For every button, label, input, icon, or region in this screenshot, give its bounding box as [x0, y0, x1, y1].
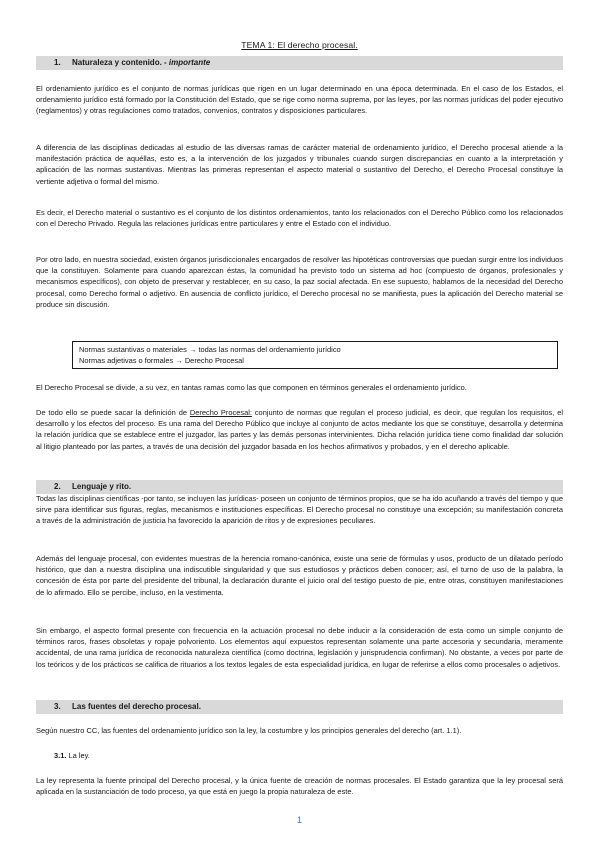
paragraph: El ordenamiento jurídico es el conjunto de normas jurídicas que rigen en un lugar determinado en una época determinada. En el caso de los Estados, el ordenamiento jurídico está formado por la Constitución del Estado, que se rige como norma suprema, por las leyes, por las normas jurídicas del poder ejecutivo (reglamentos) y otras regulaciones como tratados, convenios, contratos y disposiciones particulares.	[36, 84, 563, 116]
paragraph: A diferencia de las disciplinas dedicadas al estudio de las diversas ramas de carácter material de ordenamiento jurídico, el Derecho procesal atiende a la manifestación práctica de aquéllas, esto es, a la intervención de los juzgados y tribunales cuando surgen discrepancias en cuanto a la interpretación y aplicación de las normas sustantivas. Mientras las primeras representan el aspecto material o sustantivo del Derecho, el Derecho Procesal constituye la vertiente adjetiva o formal del mismo.	[36, 143, 563, 186]
definition-paragraph	[36, 407, 563, 452]
paragraph: El Derecho Procesal se divide, a su vez, en tantas ramas como las que componen en términos generales el ordenamiento jurídico.	[36, 383, 467, 392]
paragraph: Es decir, el Derecho material o sustantivo es el conjunto de los distintos ordenamientos, tanto los relacionados con el Derecho Público como los relacionados con el Derecho Privado. Regula las relaciones jurídicas entre particulares y entre el Estado con el individuo.	[36, 208, 563, 229]
section-heading-2	[36, 480, 563, 494]
section-heading-1	[36, 56, 563, 70]
paragraph: Por otro lado, en nuestra sociedad, existen órganos jurisdiccionales encargados de resolver las hipotéticas controversias que puedan surgir entre los individuos que la constituyen. Solamente para cuando aparezcan éstas, la comunidad ha previsto todo un sistema ad hoc (compuesto de órganos, profesionales y mecanismos específicos), con objeto de preservar y restablecer, en su caso, la paz social afectada. En ese supuesto, hablamos de la necesidad del Derecho procesal, como Derecho formal o adjetivo. En ausencia de conflicto jurídico, el Derecho procesal no se manifiesta, pues la aplicación del Derecho material se produce sin discusión.	[36, 255, 563, 309]
section-number: 2.	[54, 482, 61, 491]
section-number: 1.	[54, 58, 61, 67]
paragraph: Sin embargo, el aspecto formal presente con frecuencia en la actuación procesal no debe inducir a la consideración de esta como un simple conjunto de términos raros, frases obsoletas y ropaje polvoriento. Los elementos aquí expuestos representan solamente una parte accesoria y secundaria, meramente accidental, de una rama jurídica de reconocida naturaleza científica (como doctrina, legislación y jurisprudencia confirman). No obstante, a veces por parte de los teóricos y de los prácticos se califica de rituarios a los textos legales de esta especialidad jurídica, en lugar de referirse a ellos como procesales o adjetivos.	[36, 626, 563, 669]
subsection-number: 3.1.	[54, 751, 67, 760]
definition-body: conjunto de normas que regulan el proceso judicial, es decir, que regulan los requisitos, el desarrollo y los efectos del proceso. Es una rama del Derecho Público que incluye al conjunto de actos mediante los que se constituye, desarrolla y determina la relación jurídica que se establece entre el juzgador, las partes y las demás personas intervinientes. Dicha relación jurídica tiene como finalidad dar solución al litigio planteado por las partes, a través de una decisión del juzgador basada en los hechos afirmativos y probados, y en el derecho aplicable.	[36, 408, 563, 451]
subsection-title: La ley.	[68, 751, 90, 760]
section-heading-3	[36, 700, 563, 714]
box-line: Normas sustantivas o materiales → todas las normas del ordenamiento jurídico	[79, 345, 341, 354]
definition-term: Derecho Procesal:	[189, 408, 252, 417]
paragraph: Según nuestro CC, las fuentes del ordenamiento jurídico son la ley, la costumbre y los principios generales del derecho (art. 1.1).	[36, 726, 462, 735]
paragraph: Todas las disciplinas científicas -por tanto, se incluyen las jurídicas- poseen un conjunto de términos propios, que se ha ido acuñando a través del tiempo y que sirve para identificar sus figuras, reglas, mecanismos e instituciones específicas. El Derecho procesal no constituye una excepción; su manifestación concreta a través de la administración de justicia ha favorecido la aparición de ritos y de expresiones peculiares.	[36, 494, 563, 526]
paragraph: Además del lenguaje procesal, con evidentes muestras de la herencia romano-canónica, existe una serie de fórmulas y usos, producto de un dilatado período histórico, que dan a nuestra disciplina una indiscutible singularidad y que sus estudiosos y prácticos deben conocer; así, el turno de uso de la palabra, la concesión de ésta por parte del presidente del tribunal, la declaración durante el juicio oral del testigo puesto de pie, entre otras, constituyen manifestaciones de lo afirmado. Ello se percibe, incluso, en la vestimenta.	[36, 554, 563, 597]
subsection-heading	[54, 750, 90, 761]
section-title: Lenguaje y rito.	[72, 482, 132, 491]
section-number: 3.	[54, 702, 61, 711]
section-title: Naturaleza y contenido. -	[72, 58, 169, 67]
section-title: Las fuentes del derecho procesal.	[72, 702, 201, 711]
page-title: TEMA 1: El derecho procesal.	[241, 40, 358, 50]
box-line: Normas adjetivas o formales → Derecho Procesal	[79, 356, 244, 366]
paragraph: La ley representa la fuente principal del Derecho procesal, y la única fuente de creación de normas procesales. El Estado garantiza que la ley procesal será aplicada en la sustanciación de todo proceso, ya que está en juego la propia naturaleza de este.	[36, 776, 563, 797]
definition-intro: De todo ello se puede sacar la definición de	[36, 408, 190, 417]
page-number: 1	[296, 815, 302, 825]
norms-box	[72, 341, 558, 369]
section-emphasis: importante	[168, 58, 211, 67]
